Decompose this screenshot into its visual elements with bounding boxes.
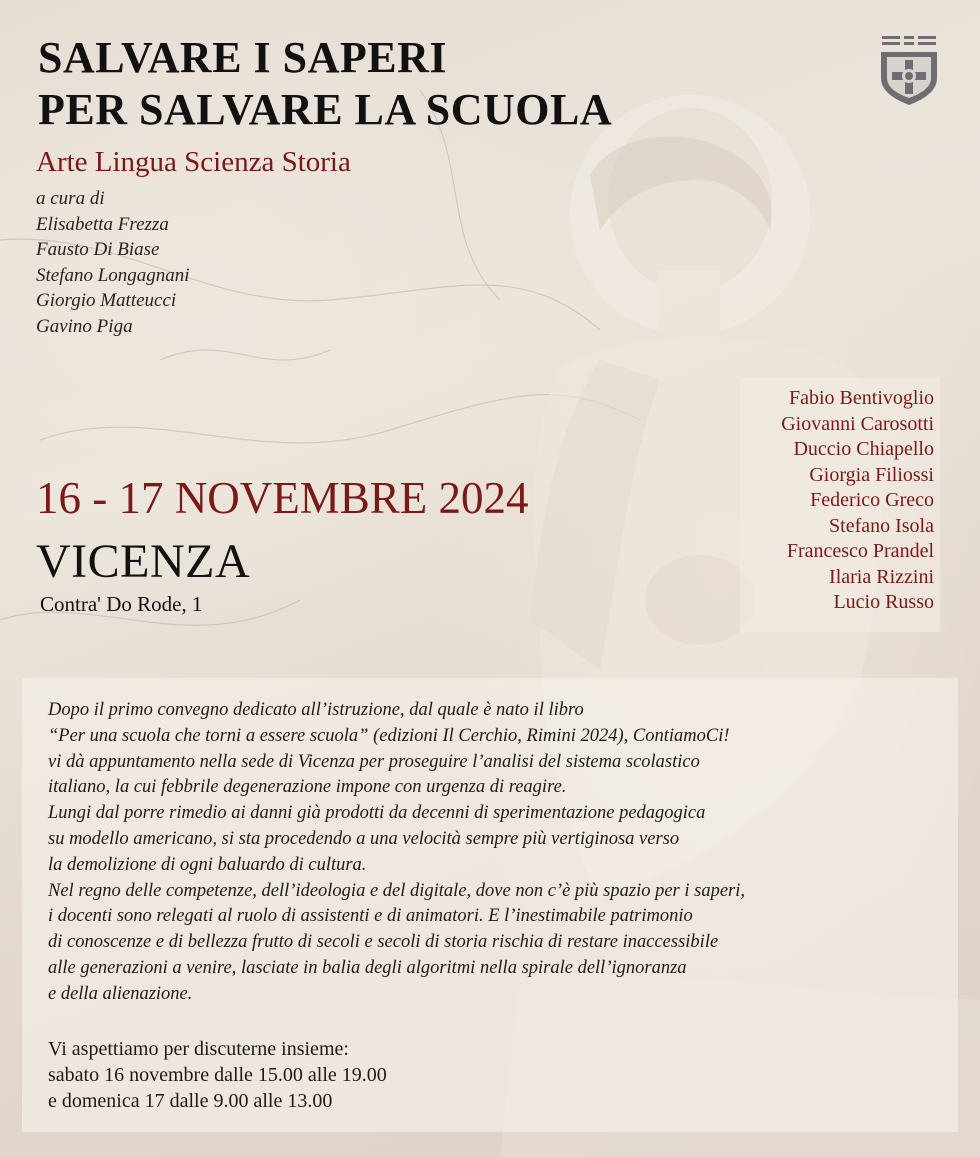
curator-name: Giorgio Matteucci [36, 290, 177, 311]
speakers-list [740, 378, 940, 632]
speaker-name: Giorgia Filiossi [809, 463, 934, 486]
curator-name: Stefano Longagnani [36, 264, 190, 286]
schedule-line: sabato 16 novembre dalle 15.00 alle 19.00 [48, 1064, 387, 1086]
schedule-text [48, 1036, 387, 1114]
description-line: “Per una scuola che torni a essere scuola” (edizioni Il Cerchio, Rimini 2024), ContiamoCi! [48, 725, 730, 746]
description-line: Nel regno delle competenze, dell’ideologia e del digitale, dove non c’è più spazio per i saperi, [48, 880, 746, 901]
organization-logo-icon [878, 34, 940, 106]
description-line: Dopo il primo convegno dedicato all’istruzione, dal quale è nato il libro [48, 700, 584, 720]
description-line: vi dà appuntamento nella sede di Vicenza per proseguire l’analisi del sistema scolastico [48, 751, 700, 772]
speaker-name: Ilaria Rizzini [829, 565, 934, 588]
description-line: Lungi dal porre rimedio ai danni già prodotti da decenni di sperimentazione pedagogica [48, 803, 706, 824]
description-line: e della alienazione. [48, 983, 193, 1004]
curator-name: Elisabetta Frezza [36, 213, 169, 235]
speaker-name: Duccio Chiapello [793, 438, 934, 460]
event-city: VICENZA [36, 535, 251, 588]
event-subtitle: Arte Lingua Scienza Storia [36, 146, 351, 178]
curator-name: Gavino Piga [36, 315, 133, 337]
schedule-line: Vi aspettiamo per discuterne insieme: [48, 1038, 349, 1060]
speaker-name: Fabio Bentivoglio [789, 387, 934, 409]
description-line: alle generazioni a venire, lasciate in balia degli algoritmi nella spirale dell’ignoranza [48, 957, 687, 978]
speaker-name: Francesco Prandel [786, 540, 934, 562]
description-line: italiano, la cui febbrile degenerazione impone con urgenza di reagire. [48, 777, 567, 798]
speaker-name: Stefano Isola [829, 514, 934, 537]
event-date: 16 - 17 NOVEMBRE 2024 [36, 473, 529, 523]
speaker-name: Lucio Russo [833, 591, 934, 613]
title-line-1: SALVARE I SAPERI [38, 33, 448, 82]
curators-list [36, 186, 190, 339]
description-line: su modello americano, si sta procedendo a una velocità sempre più vertiginosa verso [48, 828, 680, 849]
curator-name: Fausto Di Biase [36, 239, 160, 260]
schedule-line: e domenica 17 dalle 9.00 alle 13.00 [48, 1090, 333, 1112]
curators-label: a cura di [36, 188, 105, 209]
description-line: la demolizione di ogni baluardo di cultura. [48, 854, 367, 875]
event-title [38, 32, 612, 136]
description-line: i docenti sono relegati al ruolo di assistenti e di animatori. E l’inestimabile patrimonio [48, 906, 693, 927]
event-address: Contra' Do Rode, 1 [40, 592, 203, 616]
speaker-name: Giovanni Carosotti [781, 412, 934, 435]
speaker-name: Federico Greco [810, 489, 934, 511]
title-line-2: PER SALVARE LA SCUOLA [38, 85, 613, 134]
description-line: di conoscenze e di bellezza frutto di secoli e secoli di storia rischia di restare inaccessibile [48, 932, 719, 953]
description-text [48, 698, 928, 1008]
